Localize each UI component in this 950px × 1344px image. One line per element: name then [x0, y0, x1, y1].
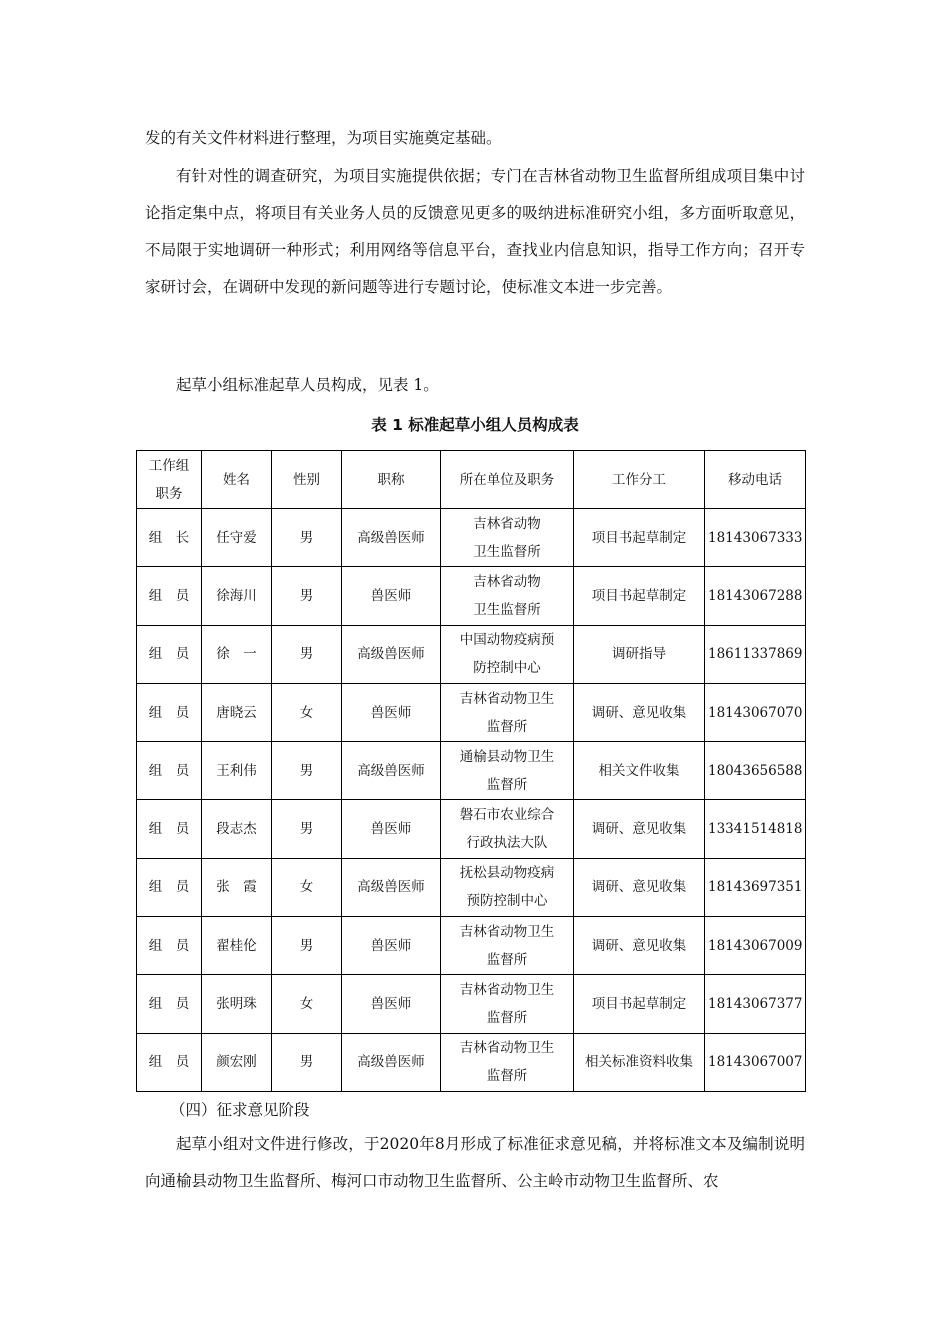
name-cell: 任守爱	[202, 509, 272, 567]
title-cell: 兽医师	[342, 917, 441, 975]
role-cell: 组 长	[137, 509, 202, 567]
column-header: 姓名	[202, 451, 272, 509]
table-body	[137, 509, 806, 1092]
title-cell: 兽医师	[342, 800, 441, 858]
paragraph-intro-tail: 发的有关文件材料进行整理，为项目实施奠定基础。	[145, 129, 502, 147]
role-cell: 组 员	[137, 625, 202, 683]
phone-cell: 13341514818	[705, 800, 806, 858]
gender-cell: 男	[272, 917, 342, 975]
gender-cell: 男	[272, 800, 342, 858]
table-row	[137, 858, 806, 916]
phone-cell: 18143067377	[705, 975, 806, 1033]
phone-cell: 18143067288	[705, 567, 806, 625]
title-cell: 高级兽医师	[342, 1033, 441, 1091]
gender-cell: 女	[272, 858, 342, 916]
duty-cell: 调研、意见收集	[574, 683, 705, 741]
role-cell: 组 员	[137, 683, 202, 741]
title-cell: 高级兽医师	[342, 858, 441, 916]
phone-cell: 18143067009	[705, 917, 806, 975]
unit-cell: 吉林省动物卫生 监督所	[441, 683, 574, 741]
table-row	[137, 625, 806, 683]
gender-cell: 男	[272, 509, 342, 567]
duty-cell: 调研、意见收集	[574, 858, 705, 916]
name-cell: 张 霞	[202, 858, 272, 916]
gender-cell: 男	[272, 1033, 342, 1091]
name-cell: 翟桂伦	[202, 917, 272, 975]
column-header: 所在单位及职务	[441, 451, 574, 509]
section-heading-consultation: （四）征求意见阶段	[170, 1101, 310, 1119]
role-cell: 组 员	[137, 567, 202, 625]
unit-cell: 吉林省动物卫生 监督所	[441, 917, 574, 975]
drafting-team-table	[136, 450, 806, 1092]
duty-cell: 项目书起草制定	[574, 567, 705, 625]
gender-cell: 男	[272, 567, 342, 625]
phone-cell: 18143697351	[705, 858, 806, 916]
table-row	[137, 917, 806, 975]
duty-cell: 项目书起草制定	[574, 975, 705, 1033]
phone-cell: 18143067007	[705, 1033, 806, 1091]
column-header: 工作分工	[574, 451, 705, 509]
gender-cell: 女	[272, 975, 342, 1033]
table-row	[137, 509, 806, 567]
title-cell: 高级兽医师	[342, 742, 441, 800]
name-cell: 徐海川	[202, 567, 272, 625]
title-cell: 兽医师	[342, 975, 441, 1033]
phone-cell: 18611337869	[705, 625, 806, 683]
name-cell: 王利伟	[202, 742, 272, 800]
name-cell: 张明珠	[202, 975, 272, 1033]
unit-cell: 中国动物疫病预 防控制中心	[441, 625, 574, 683]
column-header: 工作组 职务	[137, 451, 202, 509]
role-cell: 组 员	[137, 800, 202, 858]
phone-cell: 18143067070	[705, 683, 806, 741]
unit-cell: 通榆县动物卫生 监督所	[441, 742, 574, 800]
gender-cell: 女	[272, 683, 342, 741]
duty-cell: 项目书起草制定	[574, 509, 705, 567]
paragraph-table-reference: 起草小组标准起草人员构成，见表 1。	[176, 376, 439, 394]
unit-cell: 抚松县动物疫病 预防控制中心	[441, 858, 574, 916]
paragraph-consultation: 起草小组对文件进行修改，于2020年8月形成了标准征求意见稿，并将标准文本及编制说明向通榆县动物卫生监督所、梅河口市动物卫生监督所、公主岭市动物卫生监督所、农	[145, 1135, 805, 1190]
table-caption: 表 1 标准起草小组人员构成表	[371, 416, 579, 434]
duty-cell: 相关标准资料收集	[574, 1033, 705, 1091]
role-cell: 组 员	[137, 975, 202, 1033]
phone-cell: 18143067333	[705, 509, 806, 567]
name-cell: 徐 一	[202, 625, 272, 683]
column-header: 移动电话	[705, 451, 806, 509]
title-cell: 高级兽医师	[342, 509, 441, 567]
name-cell: 段志杰	[202, 800, 272, 858]
table-row	[137, 800, 806, 858]
unit-cell: 吉林省动物卫生 监督所	[441, 975, 574, 1033]
name-cell: 唐晓云	[202, 683, 272, 741]
gender-cell: 男	[272, 625, 342, 683]
table-row	[137, 683, 806, 741]
title-cell: 高级兽医师	[342, 625, 441, 683]
unit-cell: 磐石市农业综合 行政执法大队	[441, 800, 574, 858]
role-cell: 组 员	[137, 742, 202, 800]
role-cell: 组 员	[137, 1033, 202, 1091]
role-cell: 组 员	[137, 858, 202, 916]
table-header-row	[137, 451, 806, 509]
unit-cell: 吉林省动物 卫生监督所	[441, 567, 574, 625]
unit-cell: 吉林省动物 卫生监督所	[441, 509, 574, 567]
phone-cell: 18043656588	[705, 742, 806, 800]
paragraph-research: 有针对性的调查研究，为项目实施提供依据；专门在吉林省动物卫生监督所组成项目集中讨论指定集中点，将项目有关业务人员的反馈意见更多的吸纳进标准研究小组，多方面听取意见，不局限于实地调研一种形式；利用网络等信息平台，查找业内信息知识，指导工作方向；召开专家研讨会，在调研中发现的新问题等进行专题讨论，使标准文本进一步完善。	[145, 167, 805, 296]
title-cell: 兽医师	[342, 567, 441, 625]
duty-cell: 相关文件收集	[574, 742, 705, 800]
column-header: 性别	[272, 451, 342, 509]
table-row	[137, 567, 806, 625]
duty-cell: 调研、意见收集	[574, 917, 705, 975]
table-header	[137, 451, 806, 509]
unit-cell: 吉林省动物卫生 监督所	[441, 1033, 574, 1091]
duty-cell: 调研、意见收集	[574, 800, 705, 858]
name-cell: 颜宏刚	[202, 1033, 272, 1091]
table-row	[137, 975, 806, 1033]
role-cell: 组 员	[137, 917, 202, 975]
title-cell: 兽医师	[342, 683, 441, 741]
duty-cell: 调研指导	[574, 625, 705, 683]
gender-cell: 男	[272, 742, 342, 800]
table-row	[137, 742, 806, 800]
column-header: 职称	[342, 451, 441, 509]
table-row	[137, 1033, 806, 1091]
